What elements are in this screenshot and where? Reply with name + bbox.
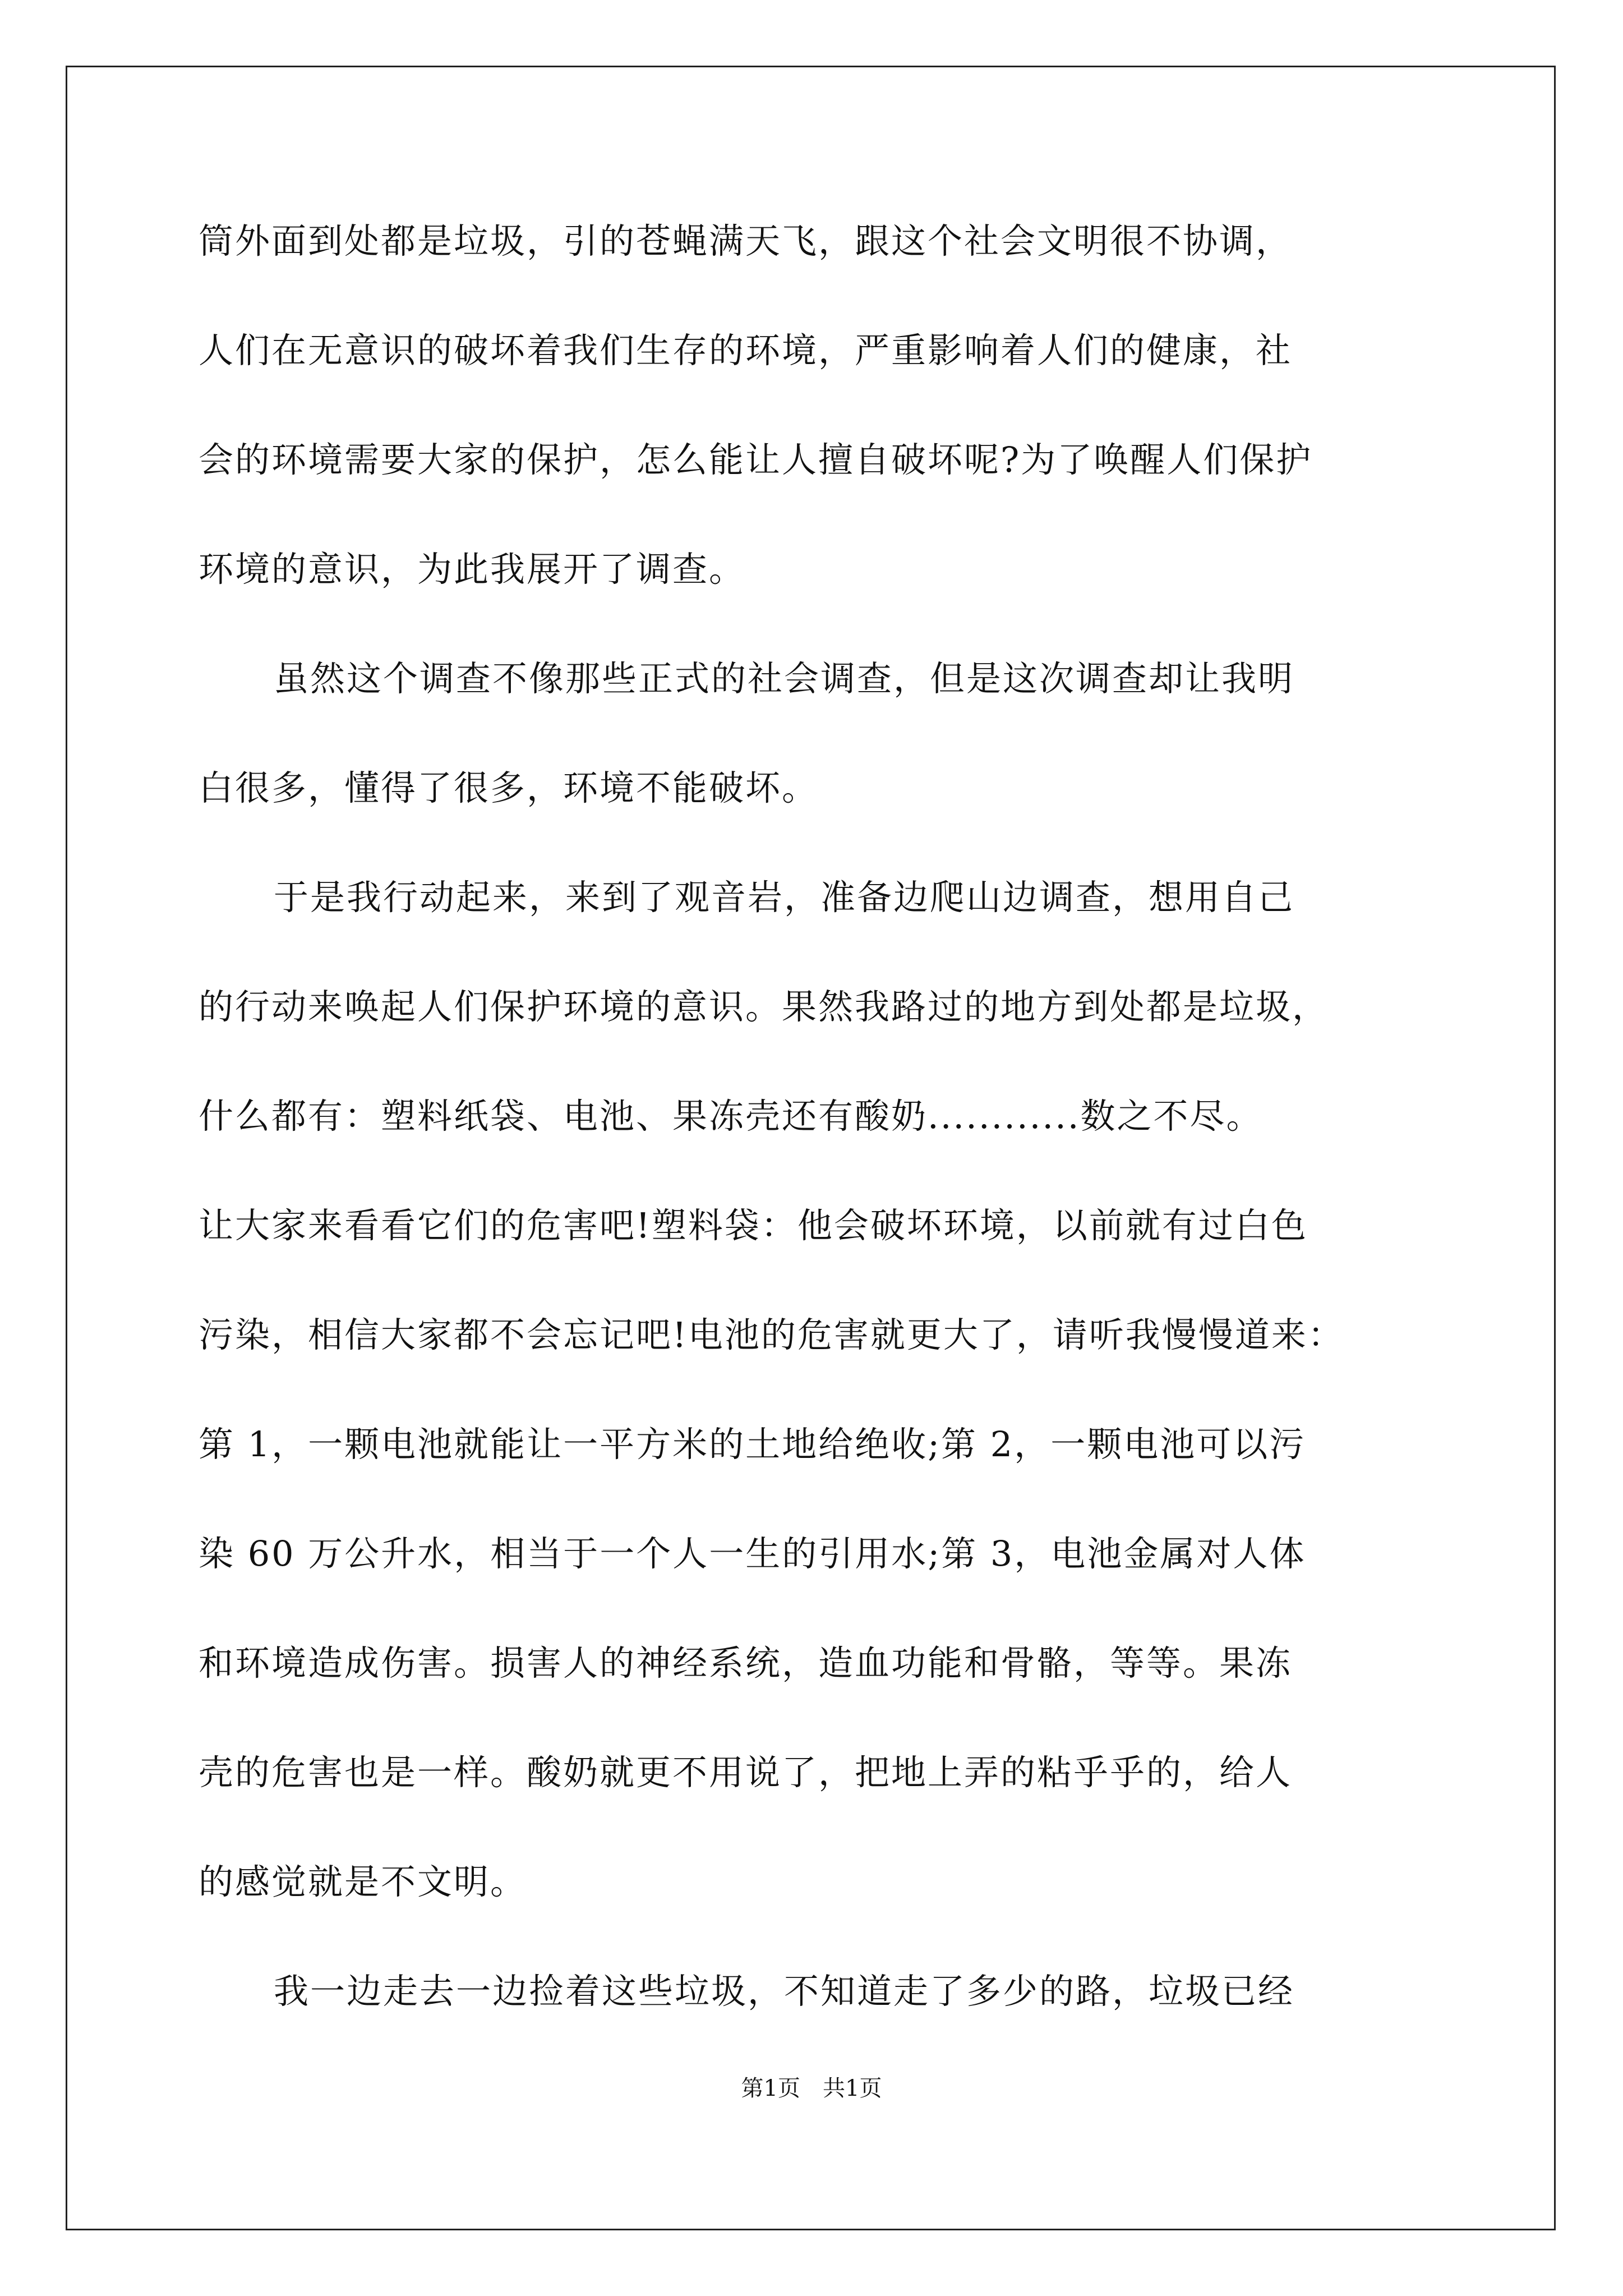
paragraph-2-line-1: 虽然这个调查不像那些正式的社会调查，但是这次调查却让我明 xyxy=(274,658,1295,699)
paragraph-3-line-3: 什么都有：塑料纸袋、电池、果冻壳还有酸奶............数之不尽。 xyxy=(199,1096,1263,1137)
paragraph-1-line-4: 环境的意识，为此我展开了调查。 xyxy=(199,549,746,590)
paragraph-3-line-8: 和环境造成伤害。损害人的神经系统，造血功能和骨骼，等等。果冻 xyxy=(199,1642,1293,1683)
paragraph-3-line-10: 的感觉就是不文明。 xyxy=(199,1861,527,1902)
page-number-current: 第1页 xyxy=(741,2076,800,2101)
paragraph-3-line-4: 让大家来看看它们的危害吧!塑料袋：他会破坏环境，以前就有过白色 xyxy=(199,1205,1308,1246)
paragraph-1-line-2: 人们在无意识的破坏着我们生存的环境，严重影响着人们的健康，社 xyxy=(199,330,1293,371)
paragraph-4-line-1: 我一边走去一边捡着这些垃圾，不知道走了多少的路，垃圾已经 xyxy=(274,1971,1295,2012)
paragraph-3-line-1: 于是我行动起来，来到了观音岩，准备边爬山边调查，想用自己 xyxy=(274,877,1295,918)
paragraph-3-line-7: 染 60 万公升水，相当于一个人一生的引用水;第 3，电池金属对人体 xyxy=(199,1533,1306,1574)
paragraph-1-line-1: 筒外面到处都是垃圾，引的苍蝇满天飞，跟这个社会文明很不协调， xyxy=(199,220,1293,261)
page-number-total: 共1页 xyxy=(823,2076,882,2101)
paragraph-3-line-2: 的行动来唤起人们保护环境的意识。果然我路过的地方到处都是垃圾， xyxy=(199,986,1329,1027)
paragraph-3-line-5: 污染，相信大家都不会忘记吧!电池的危害就更大了，请听我慢慢道来： xyxy=(199,1314,1344,1355)
page-border xyxy=(66,66,1556,2230)
page-footer xyxy=(0,2074,1623,2102)
paragraph-1-line-3: 会的环境需要大家的保护，怎么能让人擅自破坏呢?为了唤醒人们保护 xyxy=(199,439,1313,480)
paragraph-3-line-9: 壳的危害也是一样。酸奶就更不用说了，把地上弄的粘乎乎的，给人 xyxy=(199,1752,1293,1793)
paragraph-2-line-2: 白很多，懂得了很多，环境不能破坏。 xyxy=(199,767,819,808)
paragraph-3-line-6: 第 1，一颗电池就能让一平方米的土地给绝收;第 2，一颗电池可以污 xyxy=(199,1424,1306,1465)
